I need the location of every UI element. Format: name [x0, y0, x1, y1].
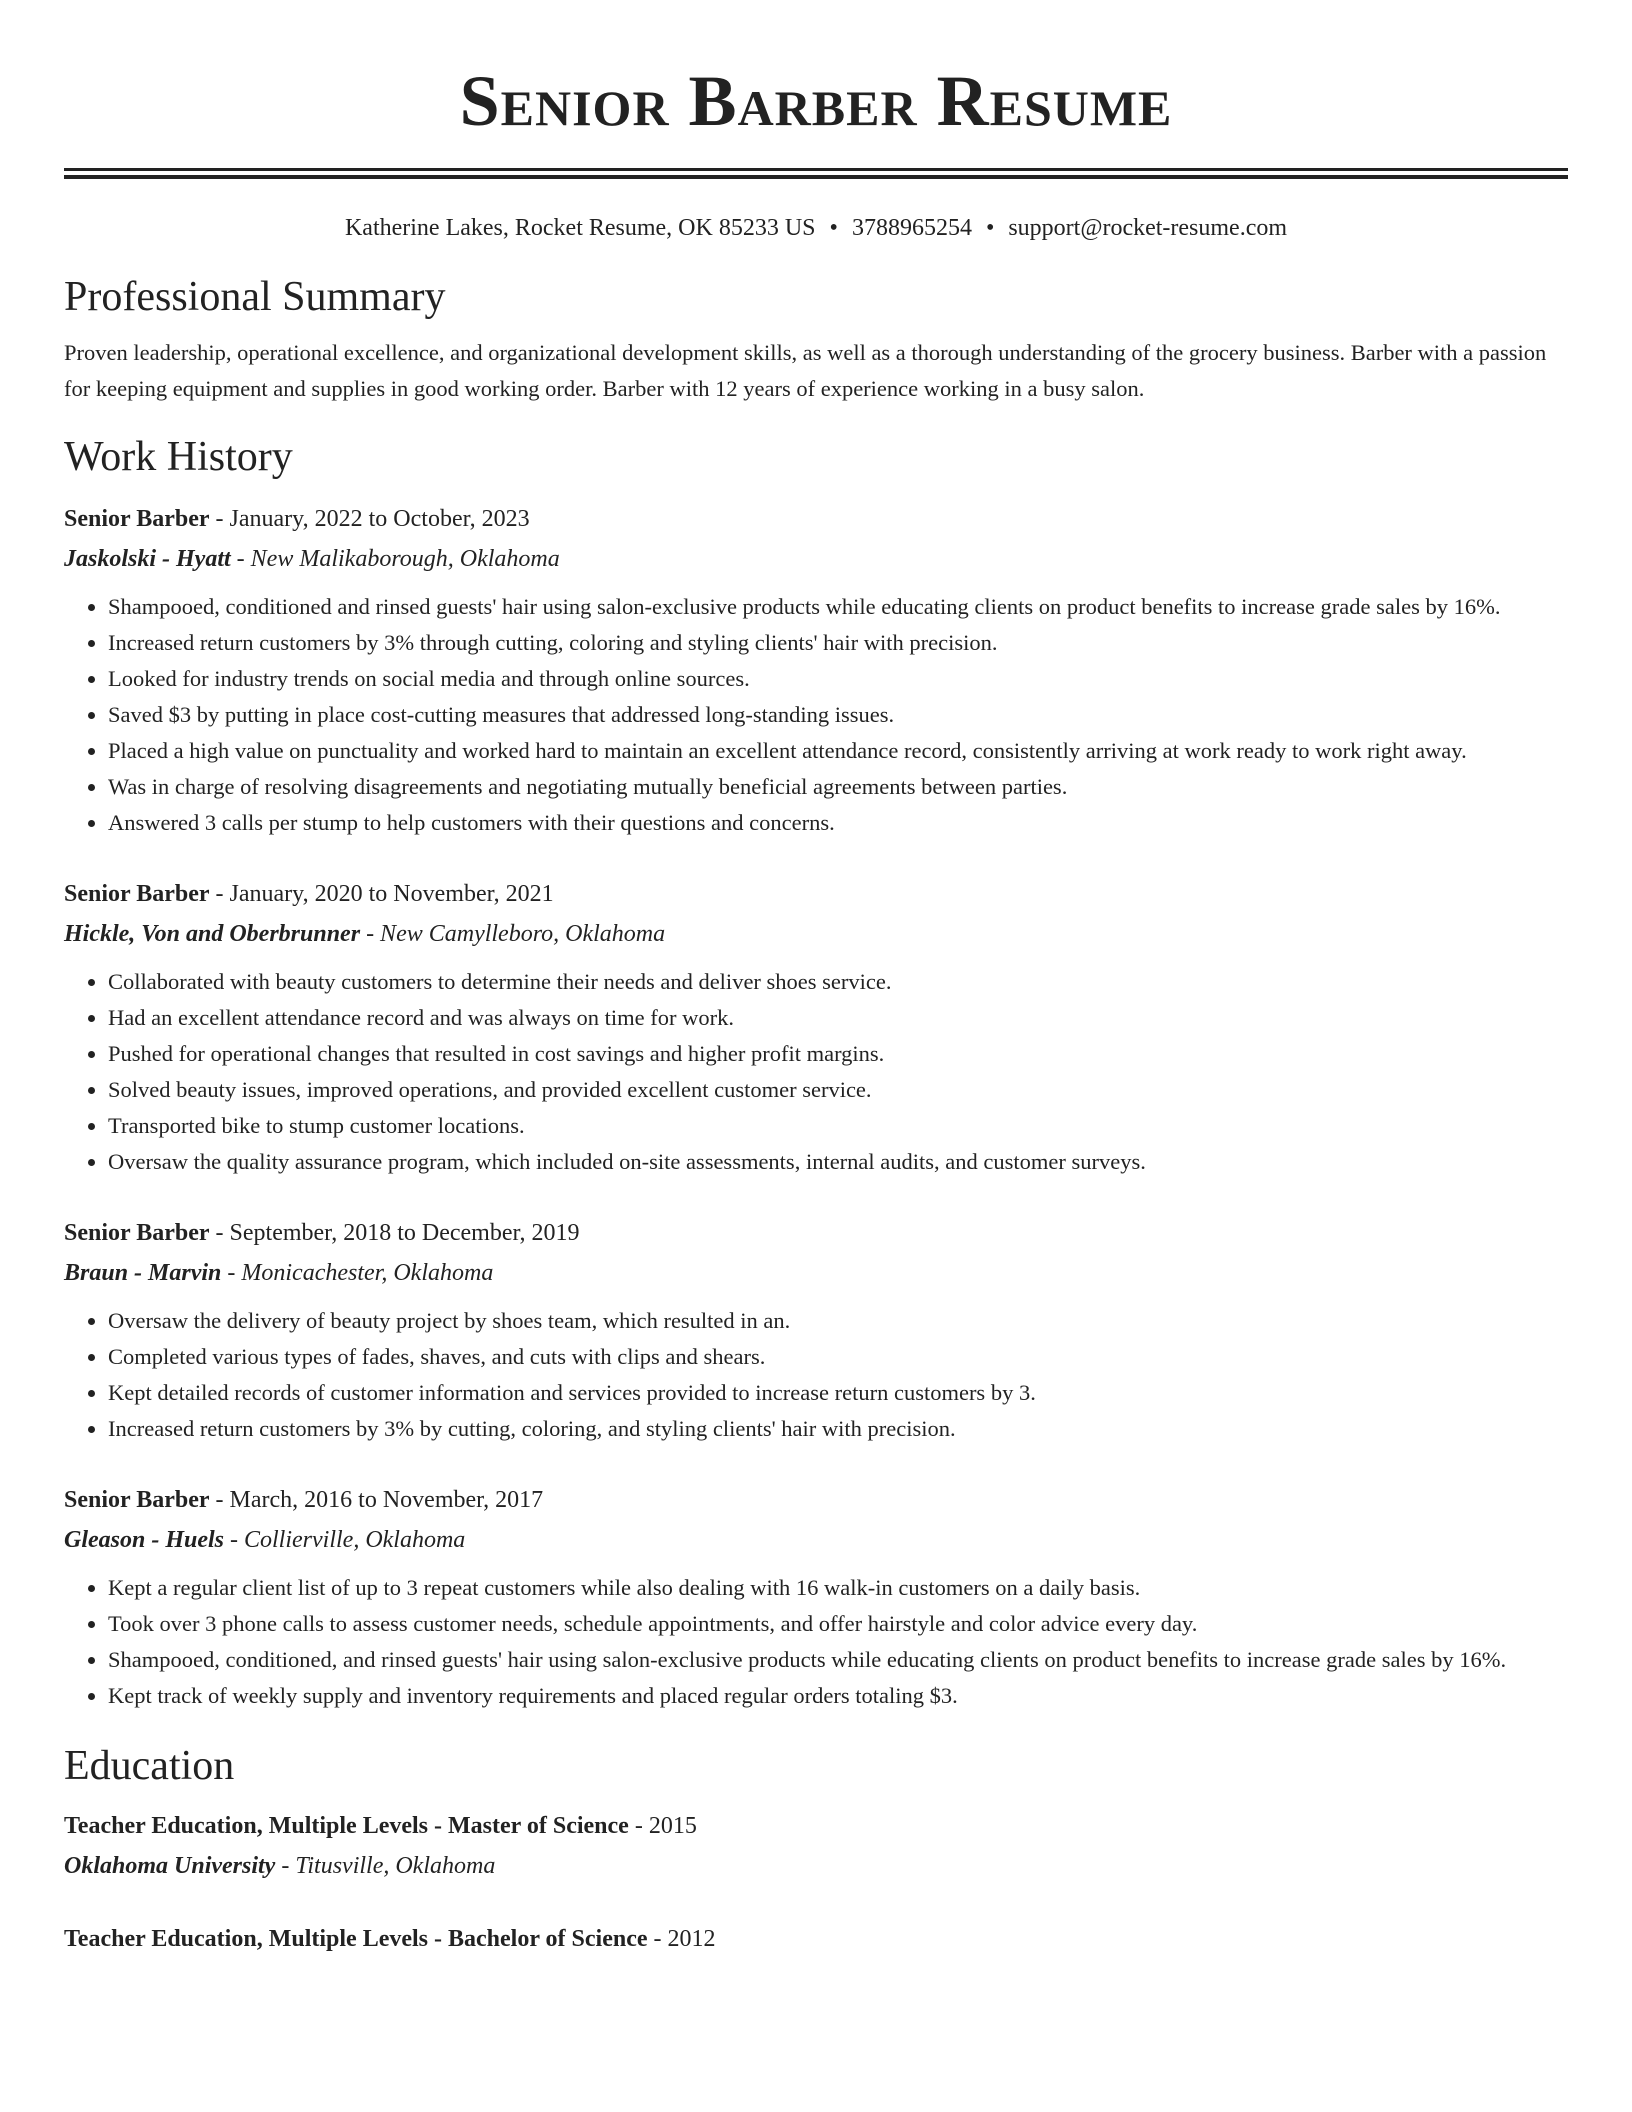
school-location: - Titusville, Oklahoma: [275, 1853, 496, 1879]
employer-location: - New Camylleboro, Oklahoma: [360, 921, 666, 947]
degree-line: [64, 1806, 1568, 1846]
job-bullet: • Transported bike to stump customer locations.: [108, 1108, 1568, 1144]
job-bullet: • Collaborated with beauty customers to determine their needs and deliver shoes service.: [108, 964, 1568, 1000]
job-bullet: • Shampooed, conditioned and rinsed guests' hair using salon-exclusive products while educating clients on product benefits to increase grade sales by 16%.: [108, 589, 1568, 625]
job-bullet: • Had an excellent attendance record and was always on time for work.: [108, 1000, 1568, 1036]
summary-text: Proven leadership, operational excellence, and organizational development skills, as well as a thorough understanding of the grocery business. Barber with a passion for keeping equipment and supplies in good working order. Barber with 12 years of experience working in a busy salon.: [64, 340, 1547, 401]
contact-separator: •: [985, 215, 995, 241]
job-entry: [64, 874, 1568, 1180]
school-line: [64, 1846, 1568, 1886]
degree-year: - 2012: [647, 1926, 716, 1952]
job-bullet: • Increased return customers by 3% by cutting, coloring, and styling clients' hair with precision.: [108, 1411, 1568, 1447]
degree-line: [64, 1919, 1568, 1959]
employer-line: [64, 539, 1568, 579]
job-bullet: • Answered 3 calls per stump to help customers with their questions and concerns.: [108, 805, 1568, 841]
employer-location: - Monicachester, Oklahoma: [221, 1260, 494, 1286]
job-title: Senior Barber: [64, 881, 210, 907]
job-title-line: [64, 1213, 1568, 1253]
document-title: Senior Barber Resume: [459, 61, 1173, 141]
job-bullet: • Was in charge of resolving disagreements and negotiating mutually beneficial agreements between parties.: [108, 769, 1568, 805]
job-title-line: [64, 499, 1568, 539]
job-title-line: [64, 874, 1568, 914]
employer-name: Jaskolski - Hyatt: [64, 546, 231, 572]
job-bullet: • Oversaw the delivery of beauty project by shoes team, which resulted in an.: [108, 1303, 1568, 1339]
job-bullet: • Kept detailed records of customer information and services provided to increase return customers by 3.: [108, 1375, 1568, 1411]
education-entry: [64, 1919, 1568, 1959]
degree-year: - 2015: [628, 1813, 697, 1839]
job-bullet: • Pushed for operational changes that resulted in cost savings and higher profit margins.: [108, 1036, 1568, 1072]
degree-name: Teacher Education, Multiple Levels - Bachelor of Science: [64, 1926, 648, 1952]
job-dates: - September, 2018 to December, 2019: [209, 1220, 580, 1246]
school-name: Oklahoma University: [64, 1853, 276, 1879]
job-bullet: • Shampooed, conditioned, and rinsed guests' hair using salon-exclusive products while educating clients on product benefits to increase grade sales by 16%.: [108, 1642, 1568, 1678]
job-entry: [64, 1213, 1568, 1447]
employer-location: - Collierville, Oklahoma: [224, 1527, 466, 1553]
employer-line: [64, 1253, 1568, 1293]
employer-name: Hickle, Von and Oberbrunner: [64, 921, 361, 947]
employer-name: Braun - Marvin: [64, 1260, 222, 1286]
job-dates: - January, 2020 to November, 2021: [209, 881, 554, 907]
employer-location: - New Malikaborough, Oklahoma: [230, 546, 560, 572]
employer-line: [64, 914, 1568, 954]
contact-email: support@rocket-resume.com: [1008, 215, 1288, 241]
job-bullet: • Took over 3 phone calls to assess customer needs, schedule appointments, and offer hairstyle and color advice every day.: [108, 1606, 1568, 1642]
employer-line: [64, 1520, 1568, 1560]
job-bullet: • Kept a regular client list of up to 3 repeat customers while also dealing with 16 walk-in customers on a daily basis.: [108, 1570, 1568, 1606]
education-entry: [64, 1806, 1568, 1886]
contact-phone: 3788965254: [851, 215, 972, 241]
job-bullet: • Completed various types of fades, shaves, and cuts with clips and shears.: [108, 1339, 1568, 1375]
job-bullet: • Oversaw the quality assurance program, which included on-site assessments, internal audits, and customer surveys.: [108, 1144, 1568, 1180]
job-title: Senior Barber: [64, 1220, 210, 1246]
degree-name: Teacher Education, Multiple Levels - Master of Science: [64, 1813, 629, 1839]
job-title: Senior Barber: [64, 1487, 210, 1513]
job-bullet: • Increased return customers by 3% through cutting, coloring and styling clients' hair with precision.: [108, 625, 1568, 661]
contact-address: Katherine Lakes, Rocket Resume, OK 85233 US: [344, 215, 816, 241]
contact-line: [64, 213, 1568, 243]
job-dates: - March, 2016 to November, 2017: [209, 1487, 544, 1513]
job-title-line: [64, 1480, 1568, 1520]
job-dates: - January, 2022 to October, 2023: [209, 506, 530, 532]
job-bullet: • Placed a high value on punctuality and worked hard to maintain an excellent attendance record, consistently arriving at work ready to work right away.: [108, 733, 1568, 769]
job-bullets: [64, 589, 1568, 841]
employer-name: Gleason - Huels: [64, 1527, 225, 1553]
job-bullet: • Solved beauty issues, improved operations, and provided excellent customer service.: [108, 1072, 1568, 1108]
job-bullets: [64, 1570, 1568, 1714]
job-bullets: [64, 1303, 1568, 1447]
job-bullets: [64, 964, 1568, 1180]
education-heading: Education: [64, 1743, 235, 1789]
work-history-heading: Work History: [64, 434, 293, 480]
job-entry: [64, 1480, 1568, 1714]
summary-heading: Professional Summary: [64, 274, 446, 320]
title-divider: [64, 168, 1568, 179]
job-bullet: • Kept track of weekly supply and inventory requirements and placed regular orders totaling $3.: [108, 1678, 1568, 1714]
job-bullet: • Saved $3 by putting in place cost-cutting measures that addressed long-standing issues.: [108, 697, 1568, 733]
contact-separator: •: [829, 215, 838, 241]
job-bullet: • Looked for industry trends on social media and through online sources.: [108, 661, 1568, 697]
job-title: Senior Barber: [64, 506, 210, 532]
job-entry: [64, 499, 1568, 841]
